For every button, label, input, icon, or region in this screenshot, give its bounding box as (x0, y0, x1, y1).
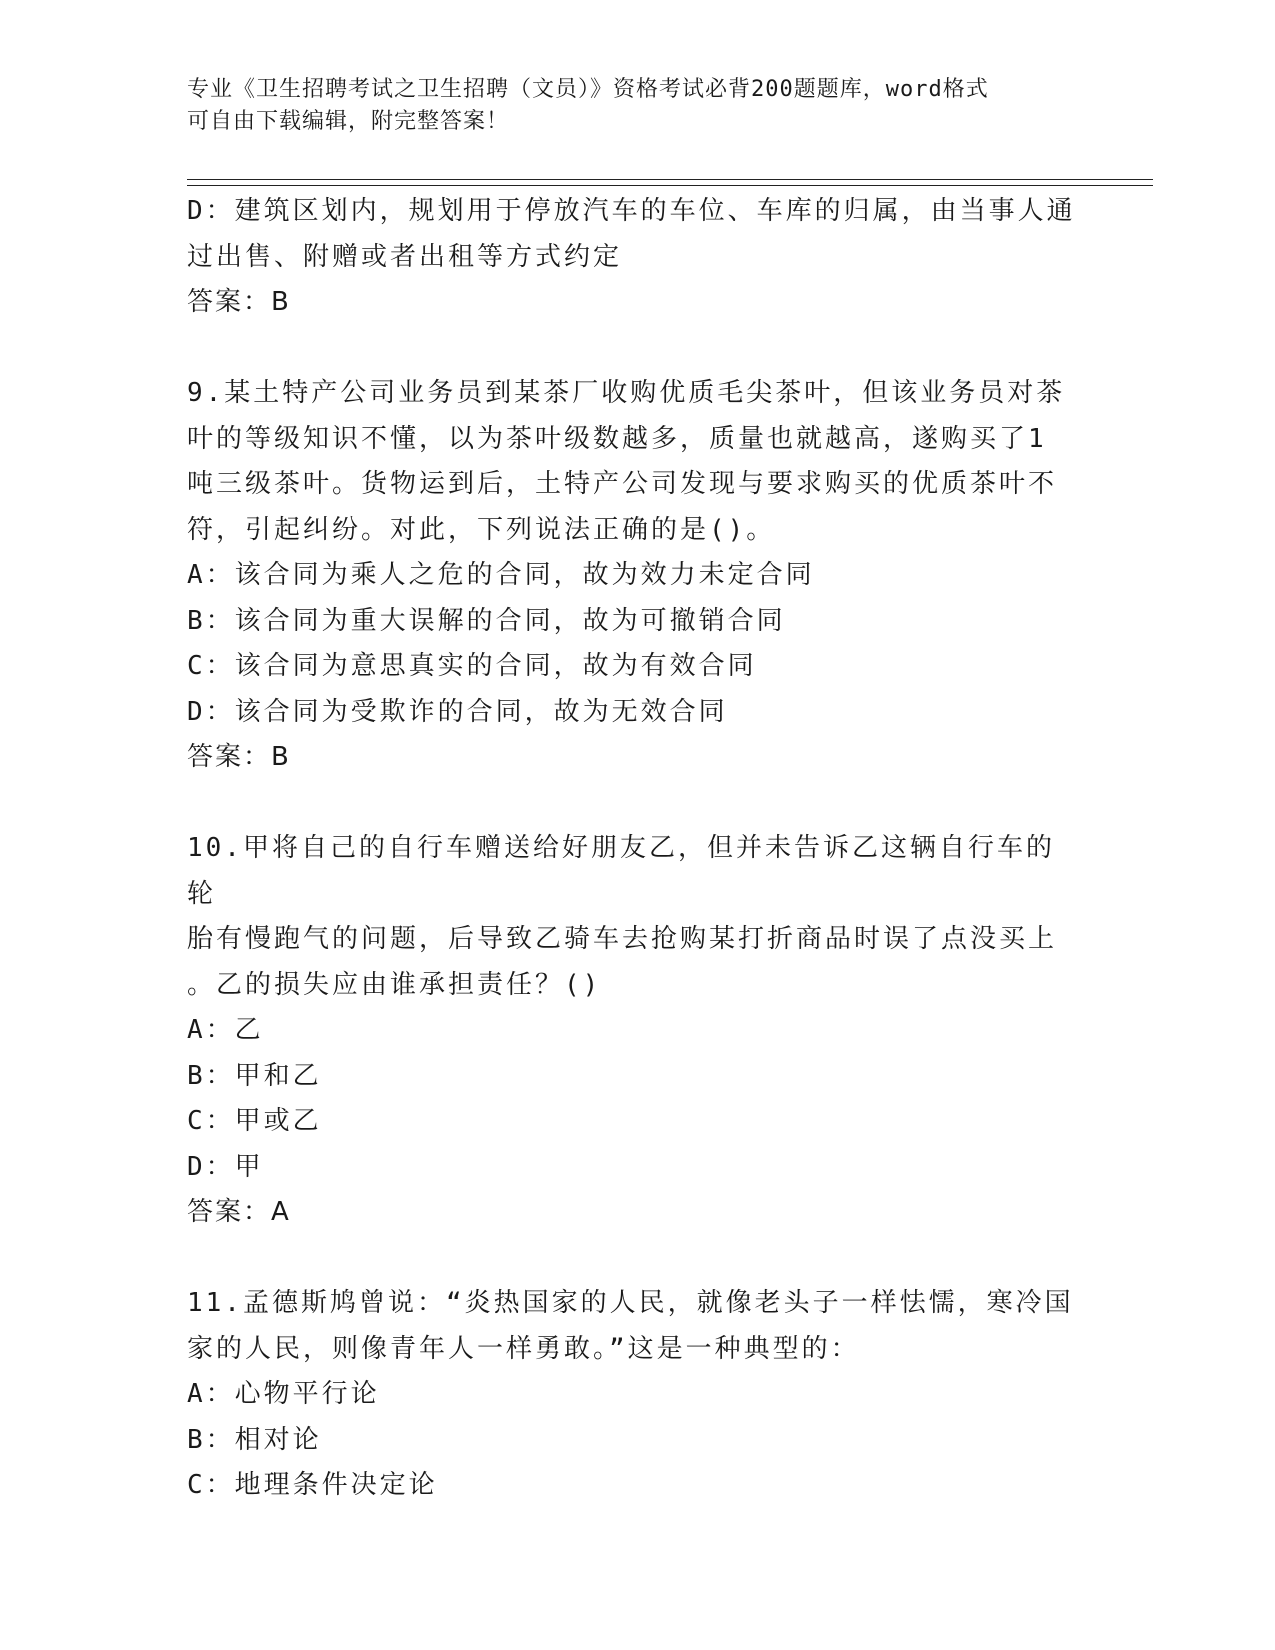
question-9-stem-line-2: 叶的等级知识不懂，以为茶叶级数越多，质量也就越高，遂购买了1 (187, 423, 1047, 454)
question-10-option-d: D：甲 (187, 1151, 264, 1182)
question-11-option-c: C：地理条件决定论 (187, 1470, 438, 1500)
header-divider-thin (187, 179, 1153, 180)
question-10-option-c: C：甲或乙 (187, 1106, 322, 1136)
previous-answer: 答案：B (187, 287, 291, 317)
question-10-stem-line-2: 胎有慢跑气的问题，后导致乙骑车去抢购某打折商品时误了点没买上 (187, 924, 1058, 954)
previous-option-d-line-2: 过出售、附赠或者出租等方式约定 (187, 241, 623, 272)
spacer (187, 781, 1077, 827)
question-10-stem-line-3: 。乙的损失应由谁承担责任？() (187, 969, 602, 1000)
previous-option-d-line-1: D：建筑区划内，规划用于停放汽车的车位、车库的归属，由当事人通 (187, 196, 1076, 226)
question-content (187, 189, 1077, 1509)
question-9-option-c: C：该合同为意思真实的合同，故为有效合同 (187, 651, 757, 681)
question-9 (187, 371, 1077, 781)
question-11-stem-line-1: 11.孟德斯鸠曾说：“炎热国家的人民，就像老头子一样怯懦，寒冷国 (187, 1288, 1074, 1318)
question-9-option-a: A：该合同为乘人之危的合同，故为效力未定合同 (187, 560, 815, 590)
spacer (187, 1236, 1077, 1282)
question-11 (187, 1281, 1077, 1509)
question-11-option-b: B：相对论 (187, 1424, 322, 1455)
question-10 (187, 826, 1077, 1236)
question-10-option-b: B：甲和乙 (187, 1060, 322, 1091)
question-10-option-a: A：乙 (187, 1015, 264, 1045)
question-9-stem-line-3: 吨三级茶叶。货物运到后，土特产公司发现与要求购买的优质茶叶不 (187, 469, 1058, 499)
header-divider (187, 185, 1153, 186)
question-11-option-a: A：心物平行论 (187, 1379, 380, 1409)
spacer (187, 326, 1077, 372)
question-10-answer: 答案：A (187, 1197, 291, 1227)
header-title-line-1: 专业《卫生招聘考试之卫生招聘（文员）》资格考试必背200题题库，word格式 (187, 77, 989, 102)
question-9-stem-line-4: 符，引起纠纷。对此，下列说法正确的是()。 (187, 514, 776, 545)
page-header (187, 74, 1077, 138)
question-9-stem-line-1: 9.某土特产公司业务员到某茶厂收购优质毛尖茶叶，但该业务员对茶 (187, 378, 1066, 408)
question-9-option-b: B：该合同为重大误解的合同，故为可撤销合同 (187, 605, 786, 636)
question-11-stem-line-2: 家的人民，则像青年人一样勇敢。”这是一种典型的： (187, 1333, 860, 1364)
header-title-line-2: 可自由下载编辑，附完整答案！ (187, 109, 510, 134)
question-9-answer: 答案：B (187, 742, 291, 772)
question-10-stem-line-1: 10.甲将自己的自行车赠送给好朋友乙，但并未告诉乙这辆自行车的轮 (187, 833, 1055, 909)
question-9-option-d: D：该合同为受欺诈的合同，故为无效合同 (187, 696, 728, 727)
